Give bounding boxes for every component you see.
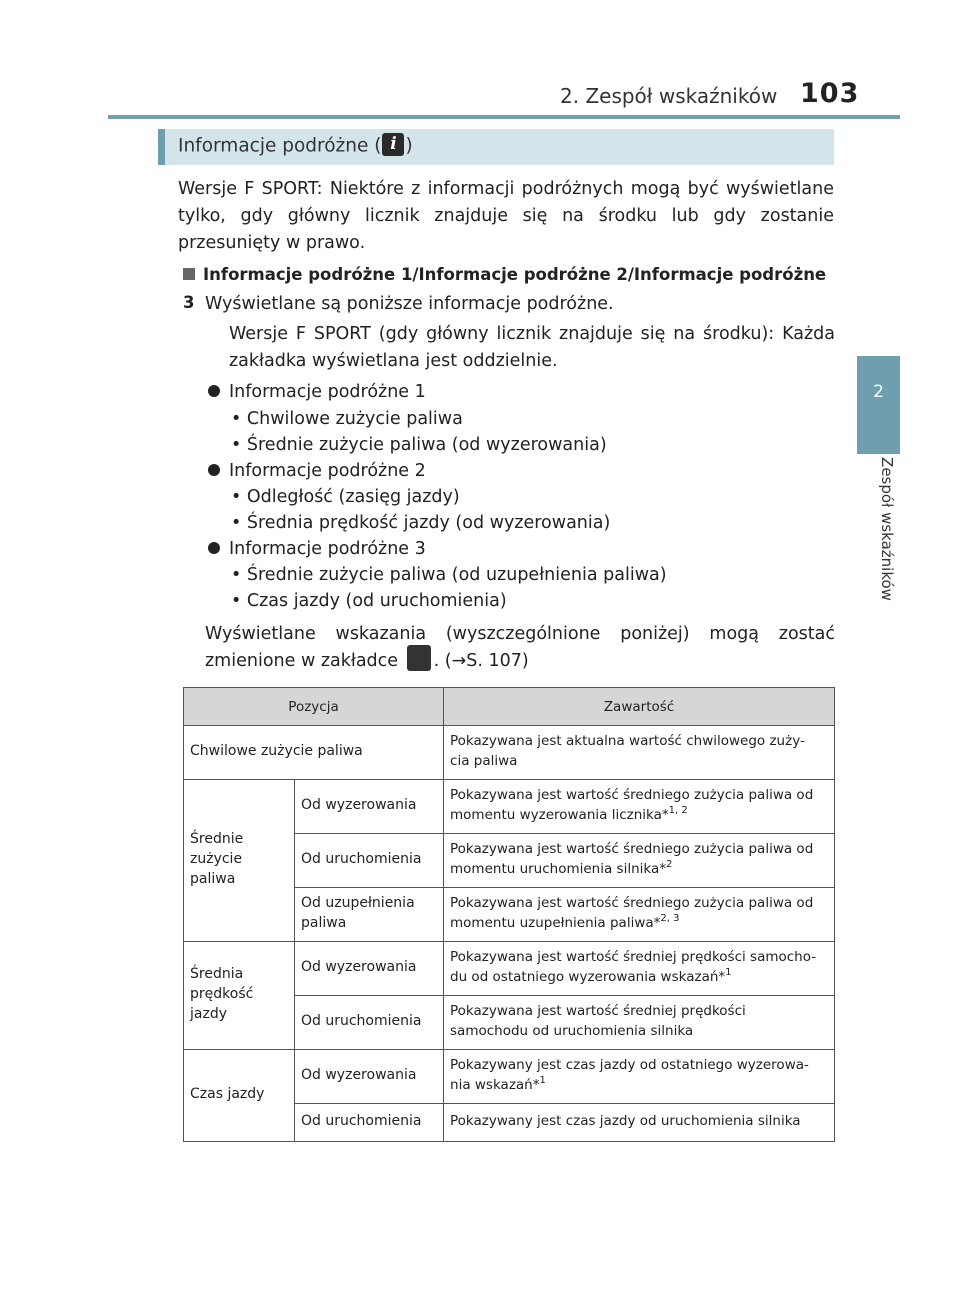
table-cell: Chwilowe zużycie paliwa	[184, 726, 444, 780]
table-cell: Od uruchomienia	[295, 1104, 444, 1142]
table-cell: Pokazywana jest wartość średniego zużycia paliwa od momentu uruchomienia silnika*$^2$	[444, 834, 835, 888]
table-cell: Pokazywana jest wartość średniej prędkości samocho- du od ostatniego wyzerowania wskazań*$^1$	[444, 942, 835, 996]
group-2-title: Informacje podróżne 2	[208, 458, 426, 485]
group-2-item: • Odległość (zasięg jazdy)	[231, 487, 460, 507]
group-1-title: Informacje podróżne 1	[208, 379, 426, 406]
table-cell: Od wyzerowania	[295, 942, 444, 996]
group-2-item: • Średnia prędkość jazdy (od wyzerowania)	[231, 513, 611, 533]
table-cell: Pokazywana jest wartość średniego zużycia paliwa od momentu uzupełnienia paliwa*$^{2, 3}$	[444, 888, 835, 942]
table-row	[184, 942, 835, 996]
table-cell: Pokazywana jest wartość średniej prędkości samochodu od uruchomienia silnika	[444, 996, 835, 1050]
group-3-item: • Czas jazdy (od uruchomienia)	[231, 591, 507, 611]
section-title-end: )	[405, 135, 413, 157]
bullet-icon	[208, 542, 220, 554]
section-heading	[158, 129, 834, 165]
intro-paragraph: Wersje F SPORT: Niektóre z informacji podróżnych mogą być wyświetlane tylko, gdy główny licznik znajduje się na środku lub gdy zostanie przesunięty w prawo.	[178, 179, 834, 253]
table-cell: Od uruchomienia	[295, 834, 444, 888]
table-row	[184, 1050, 835, 1104]
lead-text: Wyświetlane są poniższe informacje podróżne.	[205, 294, 614, 314]
subsection-heading: Informacje podróżne 1/Informacje podróżne 2/Informacje podróżne 3	[183, 265, 827, 312]
table-cell: Pokazywany jest czas jazdy od ostatniego wyzerowa- nia wskazań*$^1$	[444, 1050, 835, 1104]
trip-info-table	[183, 687, 835, 1142]
table-cell: Pokazywana jest wartość średniego zużycia paliwa od momentu wyzerowania licznika*$^{1, 2}$	[444, 780, 835, 834]
chapter-title: 2. Zespół wskaźników	[560, 84, 778, 108]
square-bullet-icon	[183, 268, 195, 280]
table-header: Pozycja	[184, 688, 444, 726]
table-cell: Od wyzerowania	[295, 1050, 444, 1104]
table-cell: Pokazywany jest czas jazdy od uruchomienia silnika	[444, 1104, 835, 1142]
group-3-item: • Średnie zużycie paliwa (od uzupełnienia paliwa)	[231, 565, 667, 585]
bullet-icon	[208, 385, 220, 397]
table-row	[184, 726, 835, 780]
section-title-start: Informacje podróżne (	[178, 135, 382, 157]
bullet-icon	[208, 464, 220, 476]
table-cell: Od wyzerowania	[295, 780, 444, 834]
fsport-note: Wersje F SPORT (gdy główny licznik znajduje się na środku): Każda zakładka wyświetlana jest oddzielnie.	[229, 324, 835, 371]
info-icon: i	[382, 133, 404, 156]
table-header: Zawartość	[444, 688, 835, 726]
outro-paragraph: Wyświetlane wskazania (wyszczególnione poniżej) mogą zostać zmienione w zakładce . (→S. 107)	[205, 624, 835, 671]
header-rule	[108, 115, 900, 119]
table-cell: Od uruchomienia	[295, 996, 444, 1050]
table-cell: Średnia prędkość jazdy	[184, 942, 295, 1050]
group-1-item: • Średnie zużycie paliwa (od wyzerowania)	[231, 435, 607, 455]
group-3-title: Informacje podróżne 3	[208, 536, 426, 563]
chapter-tab-number: 2	[873, 382, 884, 402]
table-cell: Średnie zużycie paliwa	[184, 780, 295, 942]
table-cell: Czas jazdy	[184, 1050, 295, 1142]
table-cell: Pokazywana jest aktualna wartość chwilowego zuży- cia paliwa	[444, 726, 835, 780]
gear-icon	[407, 645, 431, 671]
chapter-side-label: Zespół wskaźników	[878, 457, 896, 601]
table-row	[184, 780, 835, 834]
table-cell: Od uzupełnienia paliwa	[295, 888, 444, 942]
group-1-item: • Chwilowe zużycie paliwa	[231, 409, 463, 429]
page-number: 103	[800, 78, 860, 109]
table-header-row	[184, 688, 835, 726]
chapter-side-label-box	[869, 440, 896, 601]
